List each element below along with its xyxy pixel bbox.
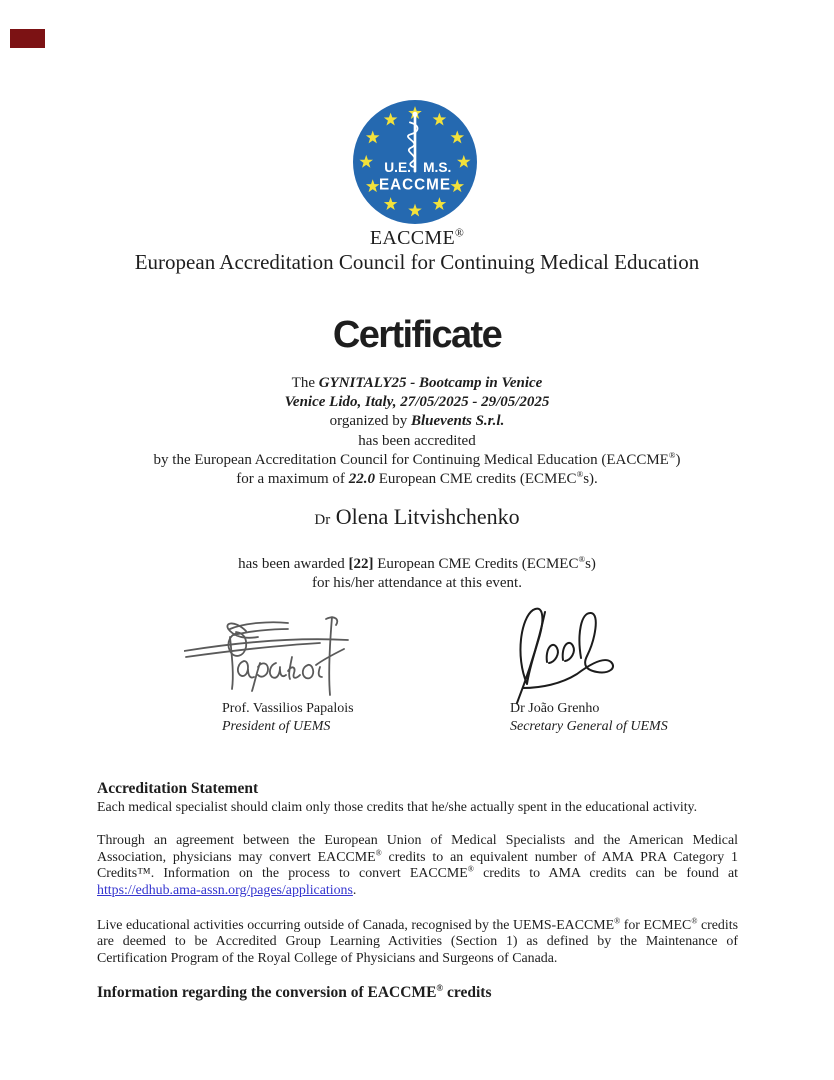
recipient-title: Dr: [314, 512, 331, 528]
logo-eaccme-label: EACCME: [378, 176, 452, 194]
signatory-right-role: Secretary General of UEMS: [510, 718, 668, 734]
signature-right-labels: [510, 700, 668, 735]
awarded-credits-value: [22]: [348, 556, 374, 572]
logo-uems-right-label: M.S.: [423, 160, 452, 176]
ama-applications-link[interactable]: https://edhub.ama-assn.org/pages/applications: [97, 882, 353, 898]
accreditation-p2: [97, 833, 738, 899]
uems-eaccme-logo: [353, 100, 477, 224]
award-line-2: for his/her attendance at this event.: [312, 575, 522, 592]
event-organizer-line: organized by Bluevents S.r.l.: [329, 413, 505, 430]
grenho-signature-image: [505, 600, 617, 705]
certificate-title: Certificate: [332, 314, 502, 356]
p2-line: Association, physicians may convert EACCME® credits to an equivalent number of AMA PRA Category 1: [97, 848, 738, 865]
conversion-info-heading: Information regarding the conversion of EACCME® credits: [97, 983, 492, 1002]
accreditation-p1: Each medical specialist should claim only those credits that he/she actually spent in the educational activity.: [97, 799, 698, 815]
p3-line: Certification Program of the Royal College of Physicians and Surgeons of Canada.: [97, 950, 558, 966]
p2-line: Through an agreement between the European Union of Medical Specialists and the American Medical: [97, 833, 738, 849]
event-location-dates: Venice Lido, Italy, 27/05/2025 - 29/05/2025: [284, 394, 550, 411]
event-line-1: The GYNITALY25 - Bootcamp in Venice: [291, 375, 543, 391]
p2-link-line: https://edhub.ama-assn.org/pages/applications.: [97, 882, 357, 898]
max-credits-value: 22.0: [348, 471, 375, 488]
header-org-name: European Accreditation Council for Continuing Medical Education: [134, 250, 700, 274]
corner-mark: [10, 29, 45, 48]
p2-line: Credits™. Information on the process to convert EACCME® credits to AMA credits can be found at: [97, 864, 738, 882]
signatory-left-name: Prof. Vassilios Papalois: [222, 701, 354, 716]
p3-line: Live educational activities occurring outside of Canada, recognised by the UEMS-EACCME® for ECMEC® credits: [97, 915, 738, 933]
event-credits-line: for a maximum of 22.0 European CME credits (ECMEC®s).: [236, 469, 598, 488]
award-statement: [0, 555, 834, 593]
signature-left-labels: [222, 700, 354, 735]
accreditation-section: [97, 781, 738, 1002]
recipient-line: [0, 504, 834, 530]
event-by-line: by the European Accreditation Council for Continuing Medical Education (EACCME®): [153, 449, 681, 468]
event-accredited-line: has been accredited: [358, 432, 476, 449]
organizer-name: Bluevents S.r.l.: [411, 413, 505, 430]
event-name: GYNITALY25 - Bootcamp in Venice: [318, 375, 543, 391]
signatory-left-role: President of UEMS: [222, 718, 331, 734]
accreditation-heading: Accreditation Statement: [97, 780, 259, 797]
award-line-1: has been awarded [22] European CME Credits (ECMEC®s): [238, 554, 596, 572]
papalois-signature-image: [184, 613, 359, 701]
event-details: [0, 374, 834, 489]
recipient-name: Olena Litvishchenko: [335, 504, 520, 529]
p3-line: are deemed to be Accredited Group Learning Activities (Section 1) as defined by the Maintenance of: [97, 934, 738, 950]
header-acronym: EACCME®: [369, 226, 465, 249]
accreditation-p3: [97, 915, 738, 968]
signatory-right-name: Dr João Grenho: [510, 701, 600, 716]
logo-uems-left-label: U.E.: [384, 160, 411, 176]
